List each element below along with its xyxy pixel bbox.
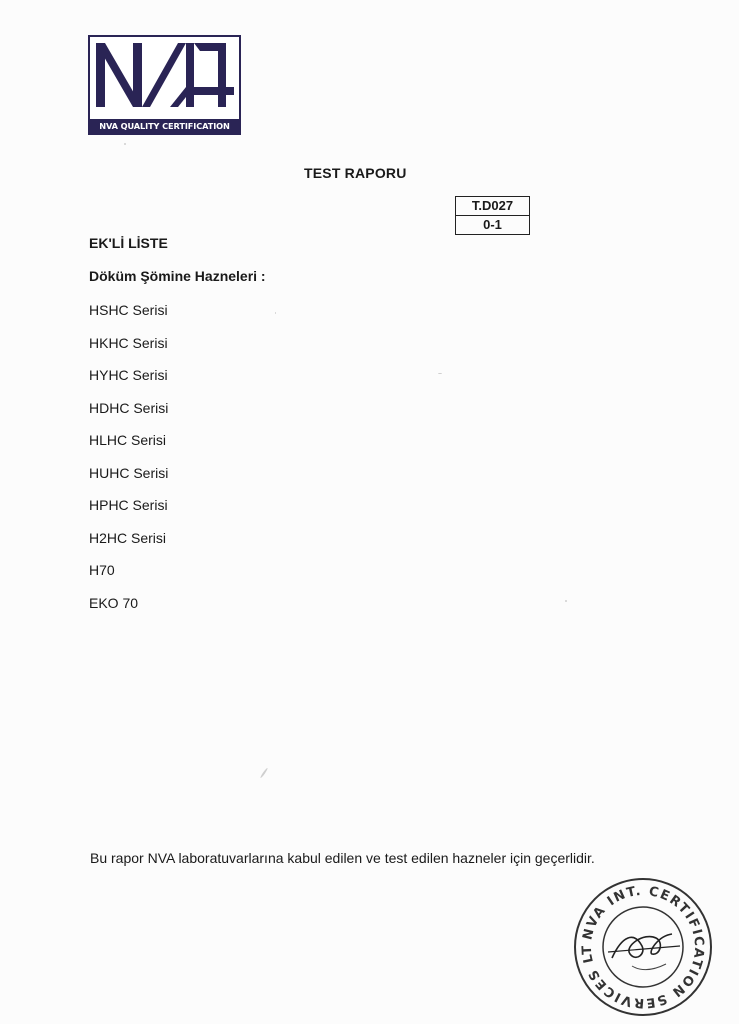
list-item: HPHC Serisi [89, 497, 168, 513]
report-title: TEST RAPORU [304, 165, 407, 181]
svg-text:NVA INT. CERTIFICATION SERVICE [572, 876, 706, 1010]
report-revision: 0-1 [483, 217, 502, 232]
nva-logo [88, 35, 241, 135]
certification-stamp [572, 876, 714, 1018]
report-code-box [455, 196, 530, 235]
list-item: HSHC Serisi [89, 302, 168, 318]
list-item: H2HC Serisi [89, 529, 167, 546]
section-heading: EK'Lİ LİSTE [89, 235, 168, 251]
scan-speck [565, 600, 567, 602]
list-item: HLHC Serisi [89, 432, 167, 448]
stamp-text: NVA INT. CERTIFICATION SERVICES LT [579, 883, 707, 1011]
section-subheading: Döküm Şömine Hazneleri : [89, 268, 266, 284]
logo-band-text: NVA QUALITY CERTIFICATION [90, 119, 239, 133]
list-item: HYHC Serisi [89, 367, 168, 383]
list-item: EKO 70 [89, 594, 139, 611]
scan-speck [275, 312, 276, 314]
scan-speck [124, 143, 126, 145]
scan-speck [260, 768, 269, 779]
nva-logo-mark [90, 37, 239, 119]
list-item: HDHC Serisi [89, 399, 169, 416]
validity-note: Bu rapor NVA laboratuvarlarına kabul edilen ve test edilen hazneler için geçerlidir. [90, 850, 595, 866]
scan-speck [438, 373, 442, 374]
signature-mark [612, 934, 672, 958]
product-list [89, 300, 168, 625]
list-item: HKHC Serisi [89, 334, 168, 351]
report-code: T.D027 [456, 197, 529, 216]
list-item: H70 [89, 562, 115, 578]
list-item: HUHC Serisi [89, 464, 169, 481]
